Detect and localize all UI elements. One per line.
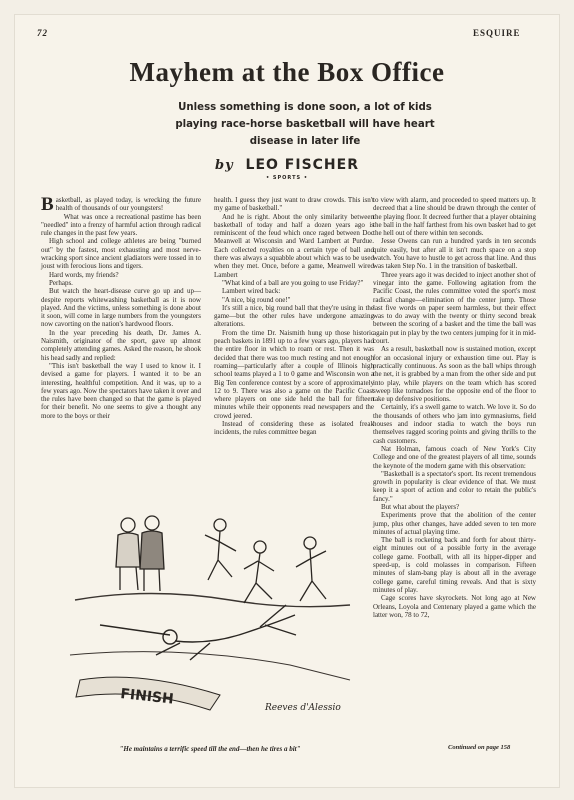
paragraph: Perhaps. (49, 278, 73, 287)
paragraph: High school and college athletes are being "burned out" by the fastest, most exhausting and most nerve-wracking sport since ancient gladiators were tossed in to joust with ferocious lions and tigers. (41, 237, 201, 271)
author-name: LEO FISCHER (245, 157, 359, 173)
paragraph: It's still a nice, big round ball that they're using in the game—but the other rules have undergone amazing alterations. (214, 303, 374, 329)
cartoon-illustration (60, 505, 360, 735)
byline (0, 157, 574, 173)
paragraph: to view with alarm, and proceeded to speed matters up. It decreed that a line should be drawn through the center of the playing floor. It decreed further that a player obtaining the ball in the half farthest from his own basket had to get the hell out of there within ten seconds. (373, 196, 536, 238)
paragraph: And he is right. About the only similarity between basketball of today and half a dozen years ago is reminiscent of the feud which once raged between Doc Meanwell at Wisconsin and Ward Lambert at Purdue. Each collected royalties on a certain type of ball and there was always a squabble about which was to be used when they met. Once, before a game, Meanwell wired Lambert (214, 212, 374, 279)
paragraph: The ball is rocketing back and forth for about thirty-eight minutes out of a possible forty in the average college game. Football, with all its hipper-dipper and speed-up, is cold molasses in comparison. Fifteen minutes of slam-bang play is about all in the average college game, careful timing reveals. And that is sixty minutes of play. (373, 536, 536, 594)
paragraph: In the year preceding his death, Dr. James A. Naismith, originator of the sport, gave up almost completely attending games. Asked the reason, he shook his head sadly and replied: (41, 328, 201, 362)
paragraph: What was once a recreational pastime has been "needled" into a frenzy of harmful action through radical rule changes in the past few years. (41, 212, 201, 238)
article-subtitle: Unless something is done soon, a lot of kids playing race-horse basketball will have heart disease in later life (175, 102, 435, 147)
paragraph: "A nice, big round one!" (222, 295, 291, 304)
paragraph: Three years ago it was decided to inject another shot of vinegar into the game. Following agitation from the Pacific Coast, the rules committee voted the sport's most radical change—elimination of the center jump. Those last five words on paper seem harmless, but their effect was to do away with the twenty or thirty second break between the scoring of a basket and the time the ball was again put in play by the two centers jumping for it in mid-court. (373, 270, 536, 346)
paragraph: Cage scores have skyrockets. Not long ago at New Orleans, Loyola and Centenary played a game which the latter won, 78 to 72, (373, 594, 536, 619)
paragraph: "Basketball is a spectator's sport. Its recent tremendous growth in popularity is clear evidence of that. We must keep it a sport of action and color to retain the public's fancy." (373, 469, 536, 503)
paragraph: But watch the heart-disease curve go up and up—despite reports whitewashing basketball as it is now played. And the victims, unless something is done about it soon, will come in large numbers from the youngsters now cavorting on the nation's hardwood floors. (41, 287, 201, 329)
paragraph: But what about the players? (381, 502, 460, 511)
paragraph: health. I guess they just want to draw crowds. This isn't my game of basketball." (214, 196, 374, 213)
paragraph: Instead of considering these as isolated freak incidents, the rules committee began (214, 420, 374, 437)
continued-note: Continued on page 158 (448, 744, 511, 751)
paragraph: Certainly, it's a swell game to watch. We love it. So do the thousands of others who jam into gymnasiums, field houses and indoor stadia to watch the boys run themselves ragged scoring points and giving thrills to the cash customers. (373, 403, 536, 445)
artist-signature: Reeves d'Alessio (265, 703, 341, 713)
illustration-caption: "He maintains a terrific speed till the end—then he tires a bit" (119, 745, 301, 753)
paragraph: As a result, basketball now is sustained motion, except for an occasional injury or exhaustion time out. Play is practically continuous. As soon as the ball whips through the net, it is grabbed by a man from the other side and put into play, while players on the team which has scored sweep like tornadoes for the opposite end of the floor to take up defensive positions. (373, 345, 536, 404)
department-label: • SPORTS • (265, 175, 309, 181)
page-number: 72 (37, 28, 48, 38)
paragraph: "This isn't basketball the way I used to know it. I devised a game for players. I wanted it to be an interesting, healthful competition. And it was, up to a few years ago. Now the spectators have taken it over and the rules have been changed so that the game is played for their benefit. No one seems to give a thought any more to the boys or their (41, 361, 201, 420)
paragraph: Nat Holman, famous coach of New York's City College and one of the greatest players of all time, sounds the keynote of the modern game with this observation: (373, 444, 536, 470)
paragraph: Jesse Owens can run a hundred yards in ten seconds quite easily, but after all it isn't much space on a stop watch. You have to hustle to get across that line. And thus was taken Step No. 1 in the transition of basketball. (373, 237, 536, 271)
drop-cap: B (41, 194, 54, 215)
paragraph: Lambert wired back: (222, 287, 281, 296)
magazine-name: ESQUIRE (473, 28, 521, 38)
cartoon-drawing (60, 505, 360, 735)
paragraph: Basketball, as played today, is wrecking the future health of thousands of our youngsters! (41, 194, 201, 215)
paragraph: "What kind of a ball are you going to use Friday?" (222, 278, 364, 287)
article-column-3 (373, 196, 536, 796)
article-column-2 (214, 196, 374, 496)
paragraph: Hard words, my friends? (49, 270, 119, 279)
finish-banner-text: FINISH (119, 686, 175, 708)
byline-prefix: by (215, 158, 234, 173)
paragraph: From the time Dr. Naismith hung up those historic peach baskets in 1891 up to a few years ago, players had the entire floor in which to roam or rest. Then it was decided that there was too much resting and not enough roaming—particularly after a couple of Illinois high school teams played a 1 to 0 game and Wisconsin won a Big Ten conference contest by a score of approximately 12 to 9. There was also a game on the Pacific Coast where players on one side held the ball for fifteen minutes while their opponents read newspapers and the crowd jeered. (214, 328, 374, 420)
paragraph: Experiments prove that the abolition of the center jump, plus other changes, have added seven to ten more minutes of actual playing time. (373, 511, 536, 536)
article-title: Mayhem at the Box Office (129, 57, 445, 87)
article-column-1 (41, 196, 201, 496)
